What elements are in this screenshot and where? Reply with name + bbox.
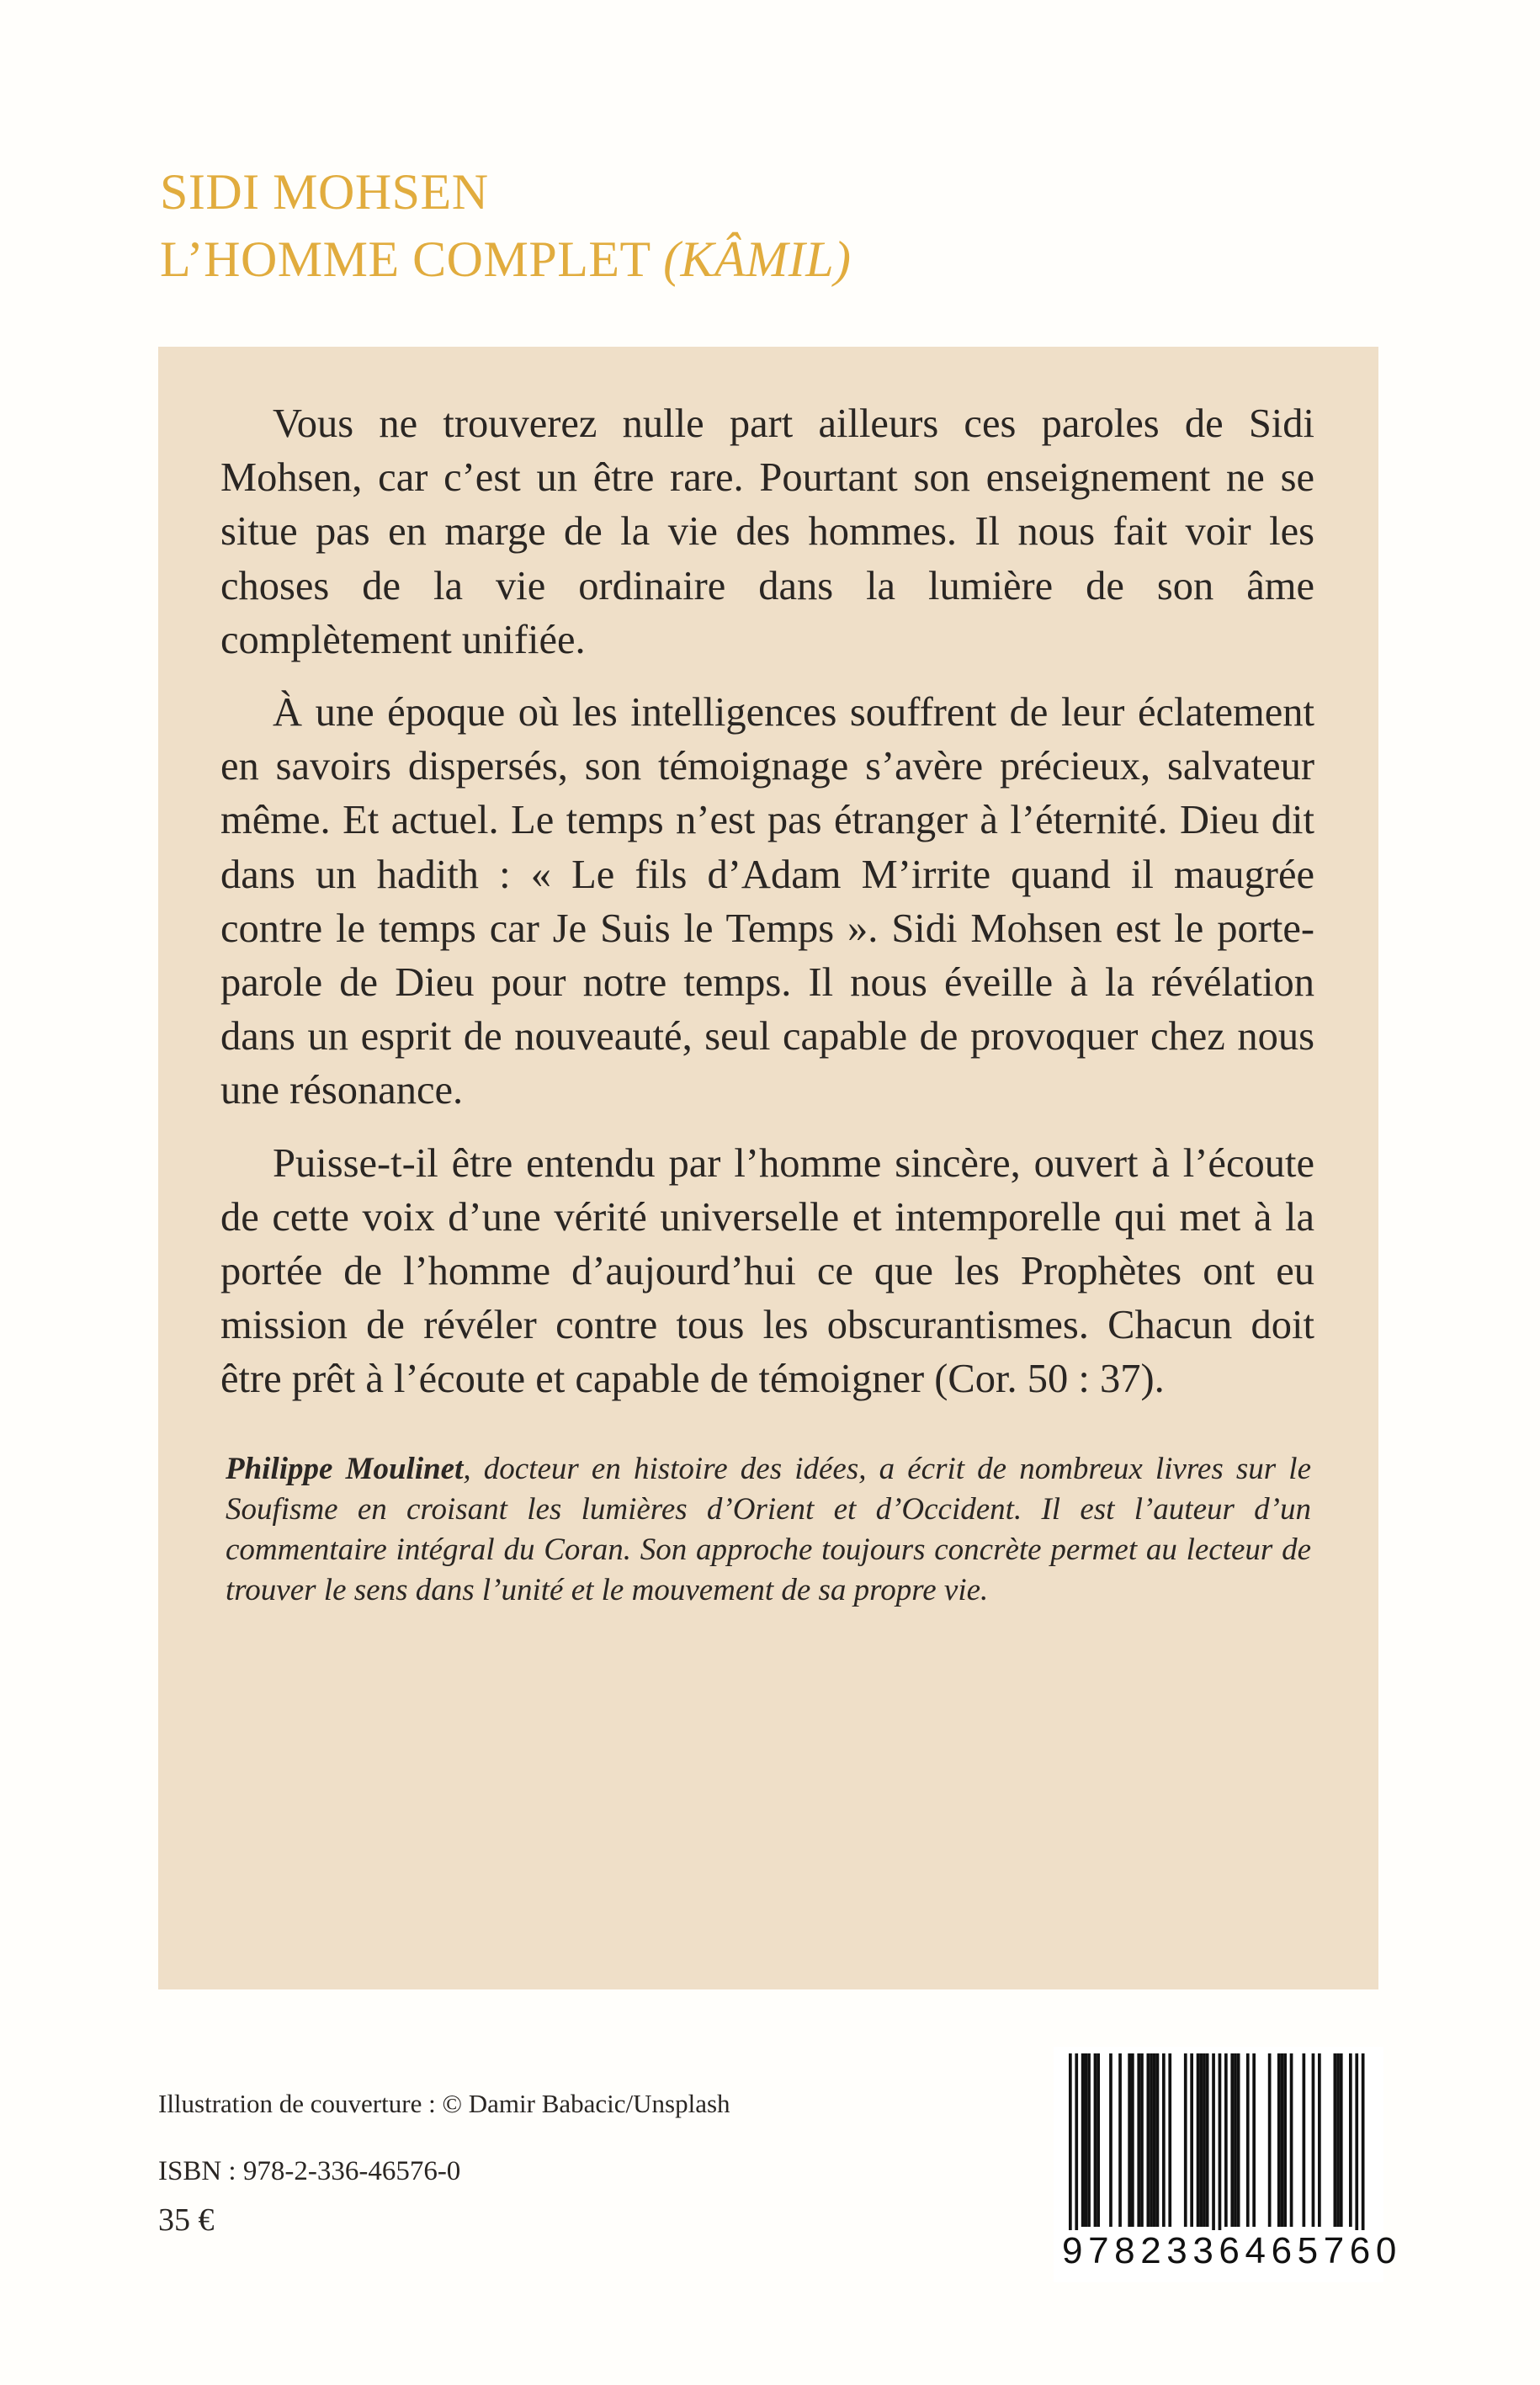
barcode-bar	[1318, 2053, 1321, 2227]
barcode-bar	[1081, 2053, 1085, 2227]
barcode-bar	[1206, 2053, 1209, 2227]
title-line-2	[160, 226, 852, 293]
barcode-bar	[1303, 2053, 1306, 2227]
barcode-bar	[1131, 2053, 1134, 2227]
blurb-panel	[158, 347, 1378, 1989]
barcode-bar	[1097, 2053, 1100, 2227]
barcode-bar	[1234, 2053, 1237, 2227]
barcode-bar	[1219, 2053, 1222, 2237]
barcode-bar	[1212, 2053, 1215, 2237]
barcode-bar	[1203, 2053, 1206, 2227]
barcode-bar	[1224, 2053, 1228, 2227]
barcode-bar	[1334, 2053, 1337, 2227]
barcode-bar	[1153, 2053, 1156, 2227]
barcode-bar	[1277, 2053, 1281, 2227]
barcode-bar	[1312, 2053, 1315, 2227]
barcode-bar	[1118, 2053, 1122, 2227]
barcode-bar	[1140, 2053, 1144, 2227]
blurb-text	[220, 397, 1314, 1426]
barcode-bar	[1199, 2053, 1203, 2227]
author-bio-text: , docteur en histoire des idées, a écrit de nombreux livres sur le Soufisme en croisant les lumières d’Orient et d’Occident. Il est l’auteur d’un commentaire intégral du Coran. Son approche toujours concrète permet au lecteur de trouver le sens dans l’unité et le mouvement de sa propre vie.	[226, 1452, 1311, 1607]
barcode-bar	[1069, 2053, 1072, 2237]
barcode-bar	[1147, 2053, 1150, 2227]
barcode-bar	[1290, 2053, 1293, 2227]
barcode	[1054, 2047, 1402, 2282]
barcode-bar	[1162, 2053, 1166, 2227]
barcode-bar	[1150, 2053, 1153, 2227]
barcode-bar	[1355, 2053, 1358, 2237]
barcode-bar	[1128, 2053, 1131, 2227]
barcode-bar	[1085, 2053, 1088, 2227]
barcode-bar	[1075, 2053, 1078, 2237]
barcode-bar	[1184, 2053, 1187, 2227]
barcode-bar	[1349, 2053, 1352, 2227]
barcode-bar	[1237, 2053, 1240, 2227]
price: 35 €	[158, 2202, 215, 2238]
barcode-bar	[1268, 2053, 1272, 2227]
illustration-credit: Illustration de couverture : © Damir Babacic/Unsplash	[158, 2089, 730, 2118]
barcode-bar	[1168, 2053, 1171, 2227]
author-bio	[226, 1449, 1311, 1611]
blurb-paragraph-3: Puisse-t-il être entendu par l’homme sincère, ouvert à l’écoute de cette voix d’une vérité universelle et intemporelle qui met à la portée de l’homme d’aujourd’hui ce que les Prophètes ont eu mission de révéler contre tous les obscurantismes. Chacun doit être prêt à l’écoute et capable de témoigner (Cor. 50 : 37).	[220, 1140, 1314, 1402]
barcode-bar	[1340, 2053, 1343, 2227]
barcode-bar	[1336, 2053, 1340, 2227]
barcode-bar	[1283, 2053, 1287, 2227]
barcode-bar	[1362, 2053, 1365, 2237]
barcode-bar	[1137, 2053, 1140, 2227]
author-name: Philippe Moulinet	[226, 1452, 464, 1486]
barcode-bar	[1252, 2053, 1256, 2227]
barcode-bar	[1246, 2053, 1250, 2227]
barcode-bar	[1087, 2053, 1091, 2227]
blurb-paragraph-2: À une époque où les intelligences souffrent de leur éclatement en savoirs dispersés, son témoignage s’avère précieux, salvateur même. Et actuel. Le temps n’est pas étranger à l’éternité. Dieu dit dans un hadith : « Le fils d’Adam M’irrite quand il maugrée contre le temps car Je Suis le Temps ». Sidi Mohsen est le porte-parole de Dieu pour notre temps. Il nous éveille à la révélation dans un esprit de nouveauté, seul capable de provoquer chez nous une résonance.	[220, 690, 1314, 1113]
barcode-bar	[1230, 2053, 1234, 2227]
isbn: ISBN : 978-2-336-46576-0	[158, 2156, 461, 2186]
title-line-2-italic: (KÂMIL)	[663, 231, 852, 287]
barcode-bar	[1109, 2053, 1113, 2227]
title-line-1: SIDI MOHSEN	[160, 164, 489, 220]
barcode-digits: 9782336465760	[1062, 2230, 1402, 2271]
barcode-bar	[1156, 2053, 1160, 2227]
book-title	[160, 158, 852, 293]
barcode-bar	[1190, 2053, 1193, 2227]
title-line-2-main: L’HOMME COMPLET	[160, 231, 664, 287]
barcode-bar	[1281, 2053, 1284, 2227]
barcode-bar	[1094, 2053, 1097, 2227]
barcode-bar	[1197, 2053, 1200, 2227]
blurb-paragraph-1: Vous ne trouverez nulle part ailleurs ces paroles de Sidi Mohsen, car c’est un être rare. Pourtant son enseignement ne se situe pas en marge de la vie des hommes. Il nous fait voir les choses de la vie ordinaire dans la lumière de son âme complètement unifiée.	[220, 401, 1314, 662]
